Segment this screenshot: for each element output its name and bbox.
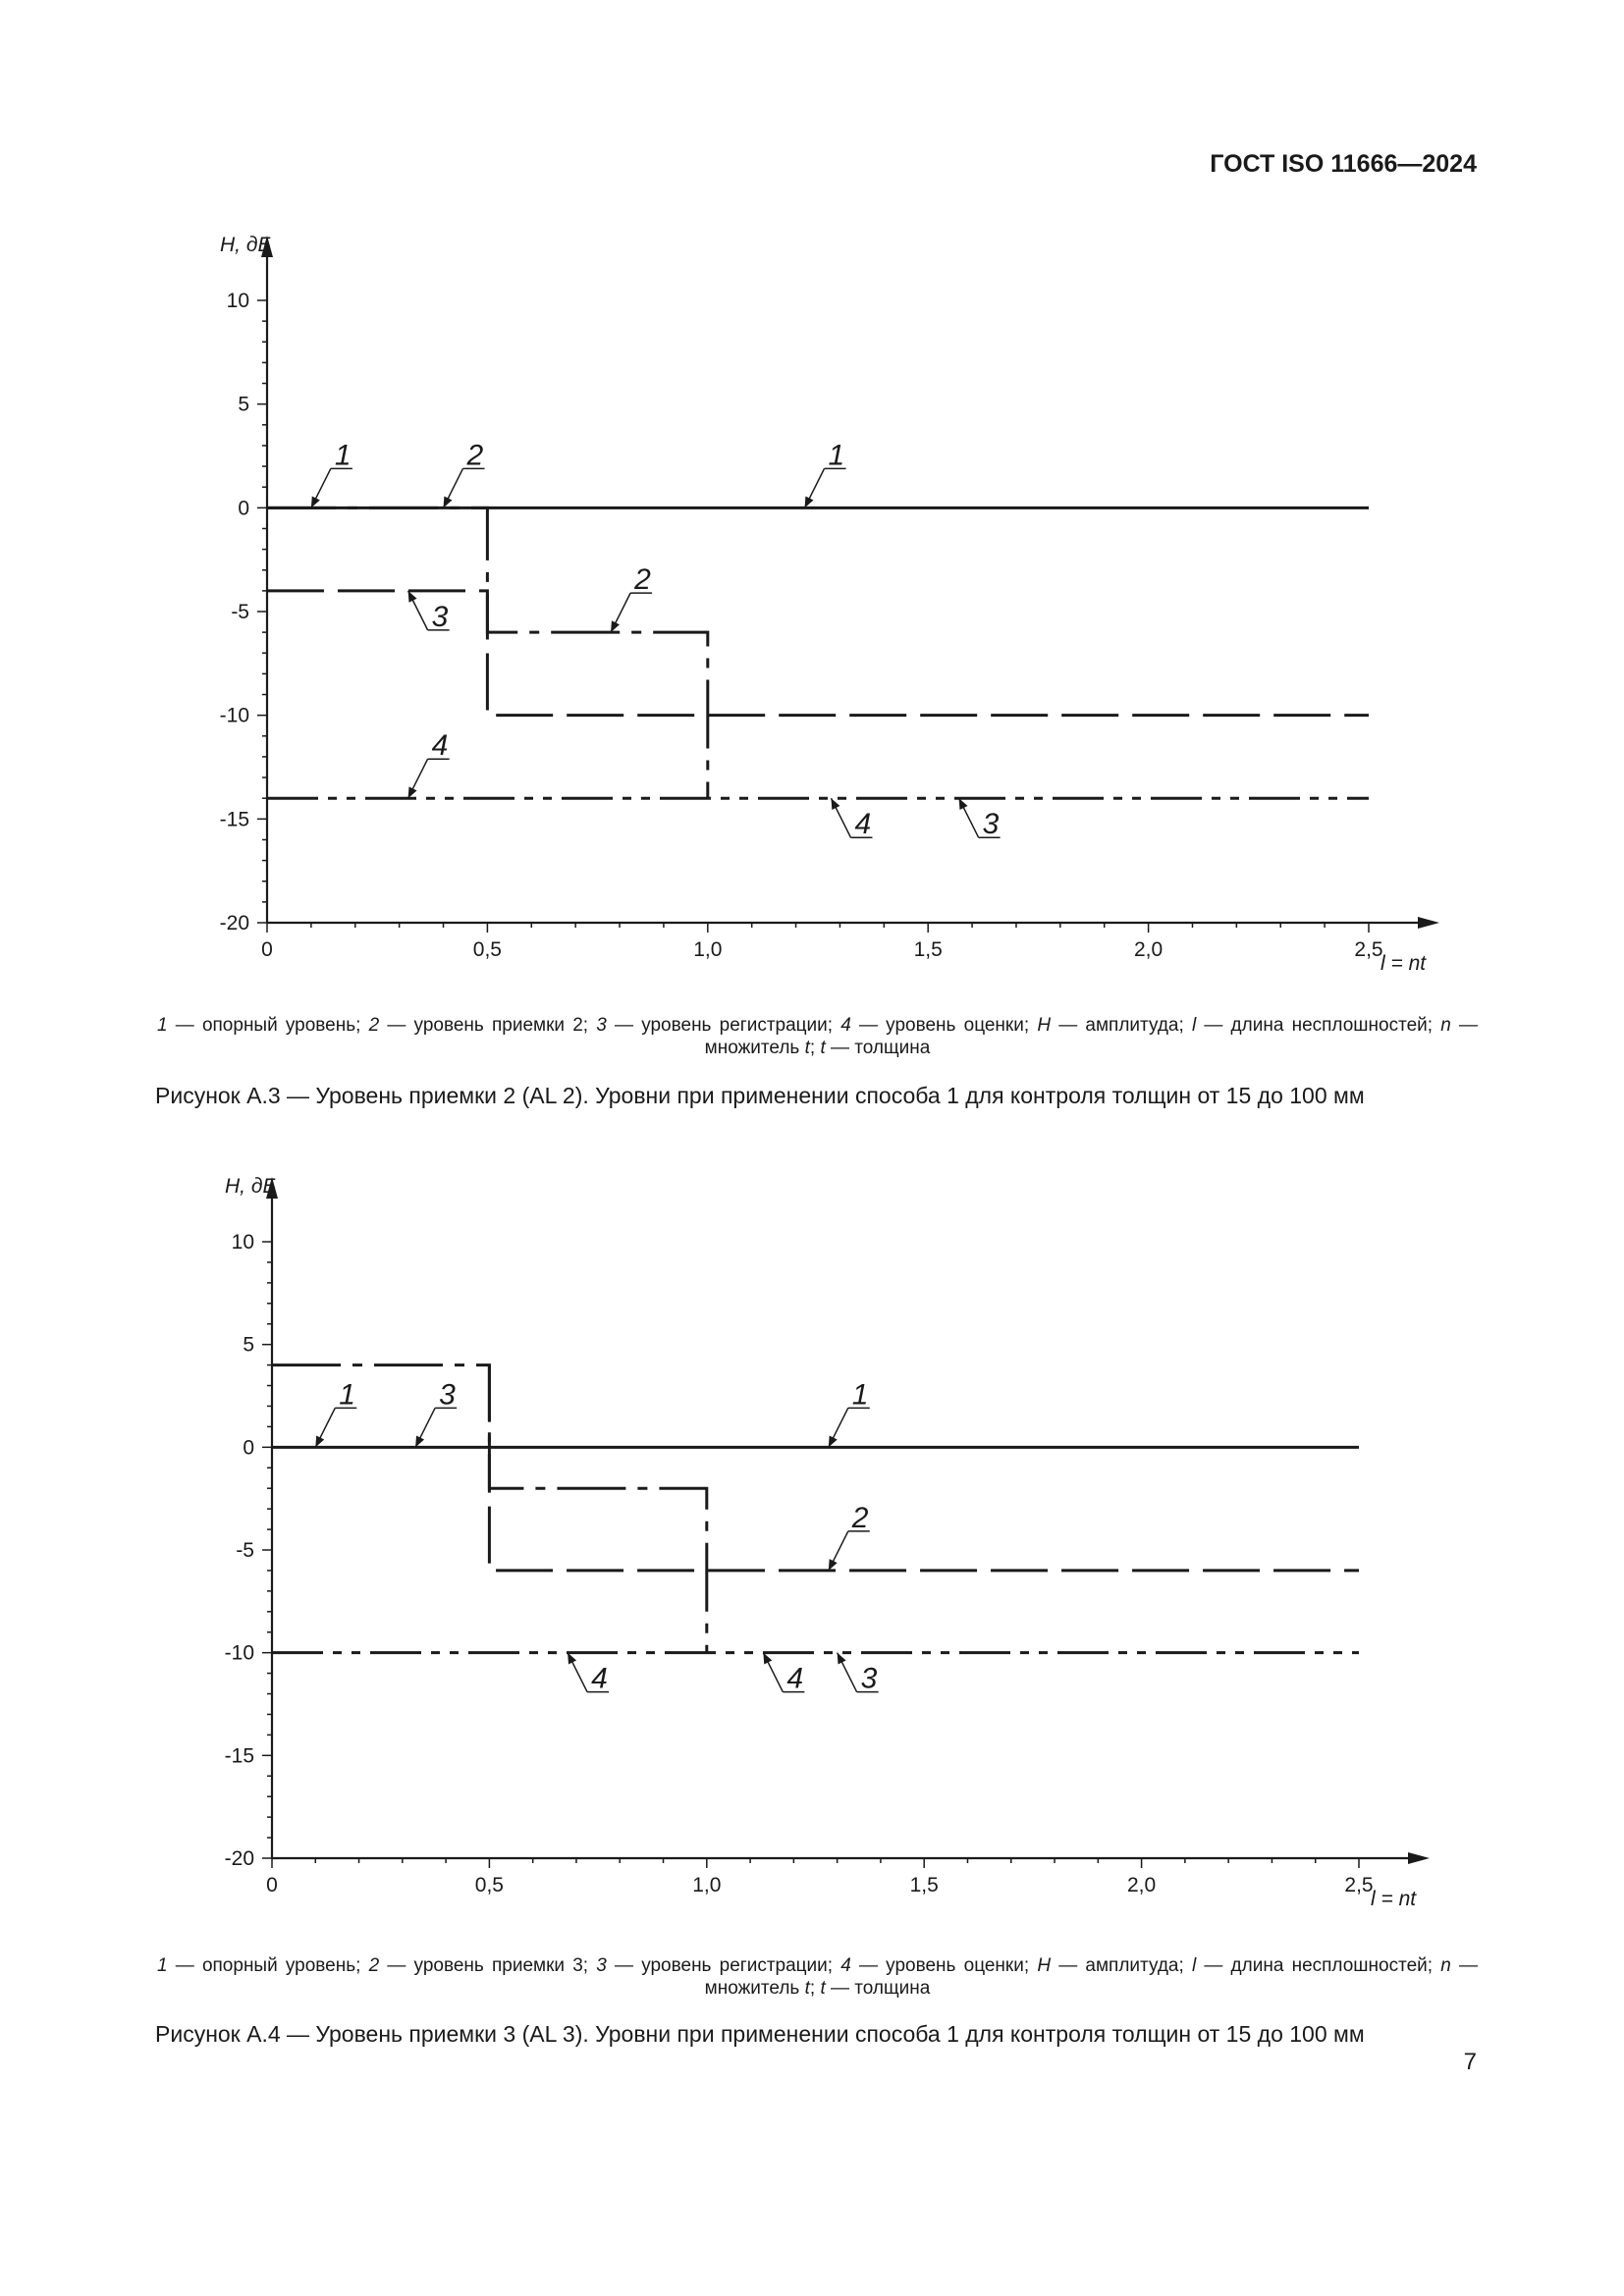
x-tick-label: 0 <box>266 1874 278 1896</box>
callout-label: 4 <box>786 1662 804 1695</box>
legend-key: l <box>1191 1955 1197 1976</box>
legend-key: 1 <box>157 1955 168 1976</box>
callout-label: 4 <box>431 729 449 763</box>
x-tick-label: 0,5 <box>472 938 503 961</box>
legend-key: t <box>804 1038 810 1058</box>
figure-a4-legend <box>157 1954 1478 2000</box>
legend-key: 3 <box>596 1015 607 1036</box>
legend-text: — уровень регистрации; <box>606 1955 841 1976</box>
legend-text: — уровень оценки; <box>850 1955 1038 1976</box>
legend-text: — амплитуда; <box>1051 1955 1192 1976</box>
legend-text: — толщина <box>825 1978 931 1999</box>
callout-label: 3 <box>439 1378 456 1412</box>
legend-text: — множитель <box>704 1955 1478 1999</box>
y-tick-label: -5 <box>236 1539 254 1562</box>
x-tick-label: 1,5 <box>909 1874 939 1896</box>
x-axis-arrow <box>1408 1852 1430 1864</box>
callout-label: 2 <box>851 1501 869 1534</box>
callout-label: 1 <box>828 439 845 472</box>
chart-a3 <box>0 216 1624 1001</box>
callout-label: 1 <box>851 1378 869 1412</box>
legend-text: — опорный уровень; <box>167 1015 369 1036</box>
y-tick-label: -10 <box>219 704 249 727</box>
x-tick-label: 1,0 <box>692 1874 722 1896</box>
legend-text: — опорный уровень; <box>167 1955 369 1976</box>
legend-key: l <box>1191 1015 1197 1036</box>
y-tick-label: 10 <box>226 290 249 312</box>
legend-key: H <box>1037 1015 1052 1036</box>
legend-text: ; <box>809 1038 821 1058</box>
x-tick-label: 2,0 <box>1133 938 1164 961</box>
legend-key: n <box>1440 1015 1451 1036</box>
callout-label: 2 <box>466 439 484 472</box>
legend-text: — длина несплошностей; <box>1196 1015 1441 1036</box>
callout-label: 3 <box>860 1662 878 1695</box>
legend-key: t <box>820 1038 826 1058</box>
y-tick-label: 10 <box>231 1231 254 1254</box>
legend-text: — толщина <box>825 1038 931 1058</box>
callout-label: 3 <box>982 808 1000 841</box>
callout-label: 4 <box>591 1662 608 1695</box>
x-axis-title: l = nt <box>1380 952 1427 975</box>
callout-label: 3 <box>431 600 449 633</box>
y-tick-label: 5 <box>238 393 249 416</box>
x-axis-title: l = nt <box>1371 1888 1417 1910</box>
series-2-line <box>267 507 708 798</box>
callout-label: 1 <box>339 1378 355 1412</box>
x-tick-label: 2,5 <box>1344 1874 1374 1896</box>
legend-text: — длина несплошностей; <box>1196 1955 1441 1976</box>
x-axis-arrow <box>1418 917 1439 929</box>
legend-key: n <box>1440 1955 1451 1976</box>
legend-text: — амплитуда; <box>1051 1015 1192 1036</box>
callout-label: 1 <box>334 439 352 472</box>
figure-a3-legend <box>157 1014 1478 1059</box>
y-tick-label: -20 <box>224 1847 254 1870</box>
y-tick-label: -20 <box>219 912 249 934</box>
x-tick-label: 0,5 <box>474 1874 505 1896</box>
legend-key: 2 <box>368 1955 380 1976</box>
series-3-line <box>489 1365 1359 1571</box>
legend-text: ; <box>809 1978 821 1999</box>
y-axis-title: H, дБ <box>225 1175 277 1198</box>
legend-key: 1 <box>157 1015 168 1036</box>
legend-key: t <box>820 1978 826 1999</box>
x-tick-label: 2,5 <box>1354 938 1383 961</box>
legend-key: t <box>804 1978 810 1999</box>
y-axis-title: H, дБ <box>220 234 272 256</box>
legend-text: — уровень приемки 3; <box>379 1955 597 1976</box>
y-tick-label: -15 <box>224 1744 254 1768</box>
page-number: 7 <box>1463 2049 1477 2075</box>
legend-text: — уровень оценки; <box>850 1015 1038 1036</box>
y-tick-label: 0 <box>238 497 249 520</box>
legend-text: — уровень приемки 2; <box>379 1015 597 1036</box>
legend-key: H <box>1037 1955 1052 1976</box>
legend-key: 2 <box>368 1015 380 1036</box>
chart-a4 <box>0 1153 1624 1939</box>
legend-text: — уровень регистрации; <box>606 1015 841 1036</box>
x-tick-label: 1,0 <box>693 938 723 961</box>
y-tick-label: -5 <box>231 601 249 623</box>
callout-label: 4 <box>854 808 872 841</box>
legend-key: 4 <box>840 1955 851 1976</box>
legend-key: 3 <box>596 1955 607 1976</box>
x-tick-label: 2,0 <box>1126 1874 1157 1896</box>
figure-a3-caption: Рисунок А.3 — Уровень приемки 2 (AL 2). Уровни при применении способа 1 для контроля толщин от 15 до 100 мм <box>155 1083 1365 1108</box>
legend-key: 4 <box>840 1015 851 1036</box>
y-tick-label: 5 <box>243 1333 254 1357</box>
legend-text: — множитель <box>704 1015 1478 1058</box>
x-tick-label: 0 <box>261 938 273 961</box>
figure-a4-caption: Рисунок А.4 — Уровень приемки 3 (AL 3). Уровни при применении способа 1 для контроля толщин от 15 до 100 мм <box>155 2021 1365 2047</box>
y-tick-label: -10 <box>224 1641 254 1665</box>
document-code: ГОСТ ISO 11666—2024 <box>1210 150 1477 178</box>
y-tick-label: 0 <box>243 1436 254 1460</box>
y-tick-label: -15 <box>219 808 249 831</box>
x-tick-label: 1,5 <box>913 938 943 961</box>
callout-label: 2 <box>634 563 651 597</box>
